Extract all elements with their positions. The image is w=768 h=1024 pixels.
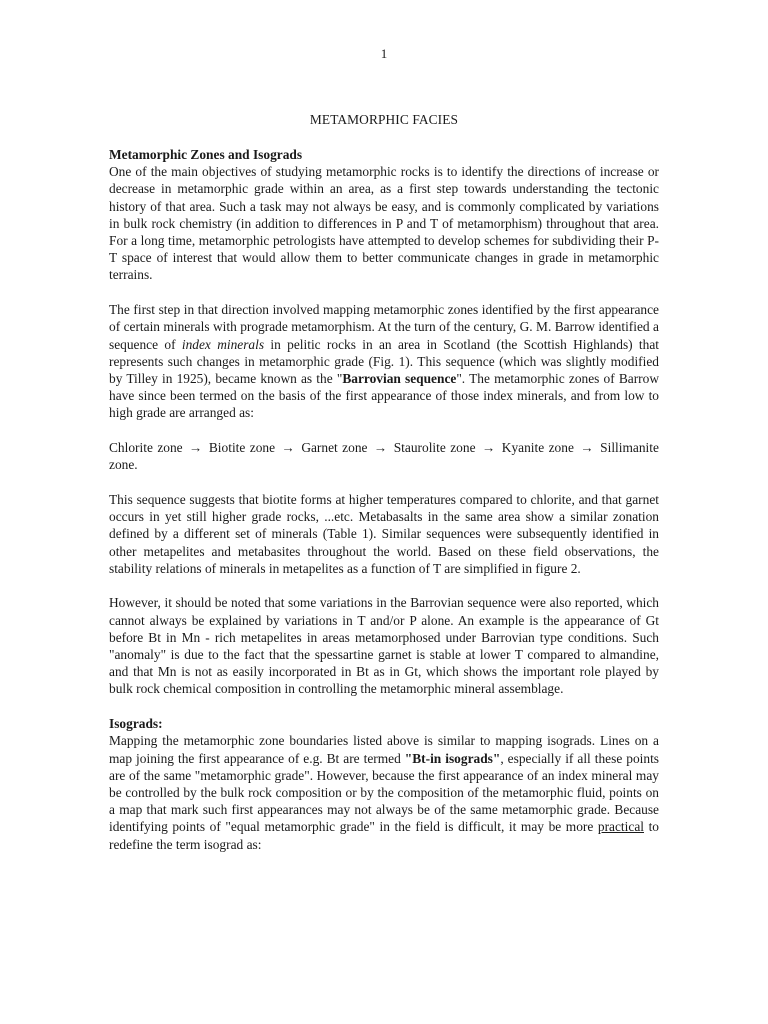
paragraph-barrow-text-a: The first step in that direction involved mapping metamorphic zones identified by the first appearance of certain minerals with prograde metamorphism. At the turn of the century, G. M. Barrow identified a sequence of xyxy=(109,302,659,352)
paragraph-barrow-text-c: ". The metamorphic zones of Barrow have since been termed on the basis of the first appearance of those index minerals, and from low to high grade are arranged as: xyxy=(109,370,660,421)
paragraph-barrow xyxy=(109,301,659,421)
page-title: METAMORPHIC FACIES xyxy=(309,112,459,127)
arrow-icon: → xyxy=(281,440,295,456)
section-heading-zones: Metamorphic Zones and Isograds xyxy=(109,147,303,162)
paragraph-sequence: This sequence suggests that biotite forms at higher temperatures compared to chlorite, and that garnet occurs in yet still higher grade rocks, ...etc. Metabasalts in the same area show a similar zonation defined by a different set of minerals (Table 1). Similar sequences were subsequently identified in other metapelites and metabasites throughout the world. Based on these field observations, the stability relations of minerals in metapelites as a function of T are simplified in figure 2. xyxy=(109,491,659,576)
zone-chlorite: Chlorite zone xyxy=(109,440,183,456)
paragraph-isograds-text-c: to redefine the term isograd as: xyxy=(109,819,659,852)
index-minerals-term: index minerals xyxy=(181,336,265,352)
zone-kyanite: Kyanite zone xyxy=(501,440,574,456)
zone-staurolite: Staurolite zone xyxy=(393,440,476,456)
paragraph-variations: However, it should be noted that some variations in the Barrovian sequence were also reported, which cannot always be explained by variations in T and/or P alone. An example is the appearance of Gt before Bt in Mn - rich metapelites in areas metamorphosed under Barrovian type conditions. Such "anomaly" is due to the fact that the spessartine garnet is stable at lower T compared to almandine, and that Mn is not as easily incorporated in Bt as in Gt, which shows the important role played by bulk rock chemical composition in controlling the metamorphic mineral assemblage. xyxy=(109,595,659,697)
arrow-icon: → xyxy=(373,440,388,456)
section-heading-isograds: Isograds: xyxy=(109,716,163,732)
paragraph-isograds xyxy=(109,732,659,852)
arrow-icon: → xyxy=(580,440,594,456)
bt-in-isograds-term: "Bt-in isograds" xyxy=(404,750,501,766)
zone-sequence xyxy=(109,439,659,473)
arrow-icon: → xyxy=(189,440,203,456)
paragraph-isograds-text-b: , especially if all these points are of the same "metamorphic grade". However, because the first appearance of an index mineral may be controlled by the bulk rock composition or by the composition of the metamorphic fluid, points on a map that mark such first appearances may not always be of the same metamorphic grade. Because identifying points of "equal metamorphic grade" in the field is difficult, it may be more xyxy=(109,750,660,835)
page-number: 1 xyxy=(380,46,388,61)
practical-term: practical xyxy=(597,819,644,835)
paragraph-barrow-text-b: in pelitic rocks in an area in Scotland (the Scottish Highlands) that represents such changes in metamorphic grade (Fig. 1). This sequence (which was slightly modified by Tilley in 1925), became known as the " xyxy=(109,336,660,386)
zone-biotite: Biotite zone xyxy=(208,440,276,456)
paragraph-isograds-text-a: Mapping the metamorphic zone boundaries listed above is similar to mapping isograds. Lines on a map joining the first appearance of e.g. Bt are termed xyxy=(109,733,659,766)
zone-garnet: Garnet zone xyxy=(301,440,368,456)
paragraph-intro: One of the main objectives of studying metamorphic rocks is to identify the directions of increase or decrease in metamorphic grade within an area, as a first step towards understanding the tectonic history of that area. Such a task may not always be easy, and is commonly complicated by variations in bulk rock chemistry (in addition to differences in P and T of metamorphism) throughout that area. For a long time, metamorphic petrologists have attempted to develop schemes for subdividing their P-T space of interest that would allow them to better communicate changes in grade in metamorphic terrains. xyxy=(109,164,659,283)
barrovian-sequence-term: Barrovian sequence xyxy=(342,370,457,386)
arrow-icon: → xyxy=(481,440,496,456)
document-body xyxy=(109,146,659,853)
zone-sillimanite: Sillimanite zone. xyxy=(109,440,659,473)
